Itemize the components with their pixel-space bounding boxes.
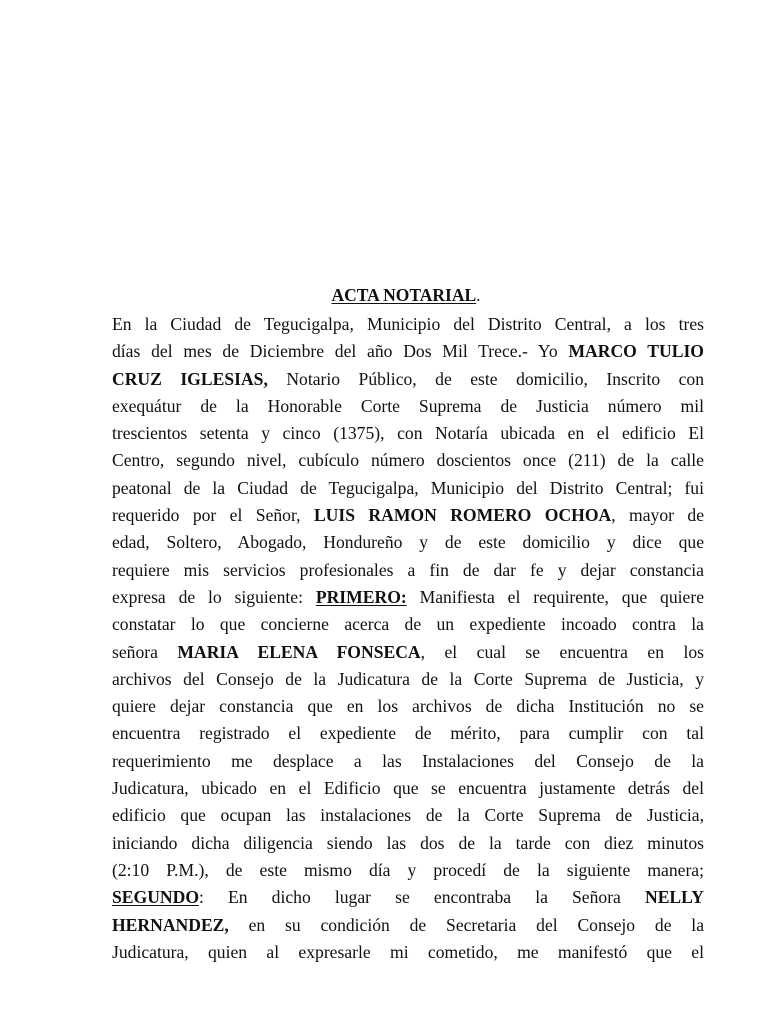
body-line <box>112 447 704 474</box>
emphasis-text: MARIA ELENA FONSECA <box>177 641 421 662</box>
body-text-run: en su condición de Secretaria del Consejo de la <box>228 914 704 935</box>
body-line <box>112 939 704 966</box>
body-line <box>112 802 704 829</box>
body-text-run: archivos del Consejo de la Judicatura de la Corte Suprema de Justicia, y <box>112 668 704 689</box>
body-text-run: señora <box>112 641 178 662</box>
body-text-run: Judicatura, quien al expresarle mi cometido, me manifestó que el <box>112 941 704 962</box>
body-text-run: días del mes de Diciembre del año Dos Mil Trece.- Yo <box>112 341 569 362</box>
body-text-run: , mayor de <box>611 505 704 526</box>
body-text-run: quiere dejar constancia que en los archivos de dicha Institución no se <box>112 696 704 717</box>
body-text-run: : En dicho lugar se encontraba la Señora <box>199 887 645 908</box>
body-line <box>112 611 704 638</box>
body-line <box>112 748 704 775</box>
title-text: ACTA NOTARIAL <box>331 285 477 305</box>
body-text-run: Notario Público, de este domicilio, Inscrito con <box>267 368 704 389</box>
body-text-run: requerido por el Señor, <box>112 505 314 526</box>
emphasis-text: CRUZ IGLESIAS, <box>112 368 268 389</box>
emphasis-text: LUIS RAMON ROMERO OCHOA <box>313 505 612 526</box>
body-line <box>112 775 704 802</box>
body-line <box>112 720 704 747</box>
body-line <box>112 884 704 911</box>
body-line <box>112 475 704 502</box>
body-text-run: Centro, segundo nivel, cubículo número doscientos once (211) de la calle <box>112 450 704 471</box>
body-text-run: En la Ciudad de Tegucigalpa, Municipio del Distrito Central, a los tres <box>112 314 704 334</box>
document-title <box>0 284 768 306</box>
body-text-run: Judicatura, ubicado en el Edificio que se encuentra justamente detrás del <box>112 778 704 799</box>
emphasis-text: PRIMERO: <box>315 586 407 607</box>
body-text-run: encuentra registrado el expediente de mérito, para cumplir con tal <box>112 723 704 744</box>
body-line <box>112 311 704 338</box>
body-line <box>112 639 704 666</box>
body-text-run: Manifiesta el requirente, que quiere <box>406 586 704 607</box>
body-line <box>112 366 704 393</box>
body-text-run: peatonal de la Ciudad de Tegucigalpa, Municipio del Distrito Central; fui <box>112 477 704 498</box>
body-text-run: edificio que ocupan las instalaciones de la Corte Suprema de Justicia, <box>112 805 704 826</box>
emphasis-text: SEGUNDO <box>112 887 200 908</box>
body-text-run: requerimiento me desplace a las Instalaciones del Consejo de la <box>112 750 704 771</box>
body-line <box>112 393 704 420</box>
body-line <box>112 557 704 584</box>
body-text-run: iniciando dicha diligencia siendo las dos de la tarde con diez minutos <box>112 832 704 853</box>
body-line <box>112 420 704 447</box>
emphasis-text: NELLY <box>644 887 704 908</box>
body-line <box>112 584 704 611</box>
body-line <box>112 830 704 857</box>
emphasis-text: MARCO TULIO <box>568 341 704 362</box>
body-text-run: edad, Soltero, Abogado, Hondureño y de este domicilio y dice que <box>112 532 704 553</box>
body-line <box>112 912 704 939</box>
body-line <box>112 693 704 720</box>
body-text-run: exequátur de la Honorable Corte Suprema de Justicia número mil <box>112 395 704 416</box>
emphasis-text: HERNANDEZ, <box>112 914 229 935</box>
body-text-run: trescientos setenta y cinco (1375), con Notaría ubicada en el edificio El <box>112 423 704 444</box>
body-line <box>112 338 704 365</box>
title-period: . <box>476 285 481 305</box>
body-text-run: expresa de lo siguiente: <box>112 586 316 607</box>
body-text-run: (2:10 P.M.), de este mismo día y procedí de la siguiente manera; <box>112 859 704 880</box>
body-line <box>112 502 704 529</box>
body-line <box>112 666 704 693</box>
body-line <box>112 857 704 884</box>
body-text-run: requiere mis servicios profesionales a fin de dar fe y dejar constancia <box>112 559 704 580</box>
body-text-run: constatar lo que concierne acerca de un expediente incoado contra la <box>112 614 704 635</box>
body-text-run: , el cual se encuentra en los <box>420 641 704 662</box>
body-line <box>112 529 704 556</box>
document-body <box>112 311 704 966</box>
